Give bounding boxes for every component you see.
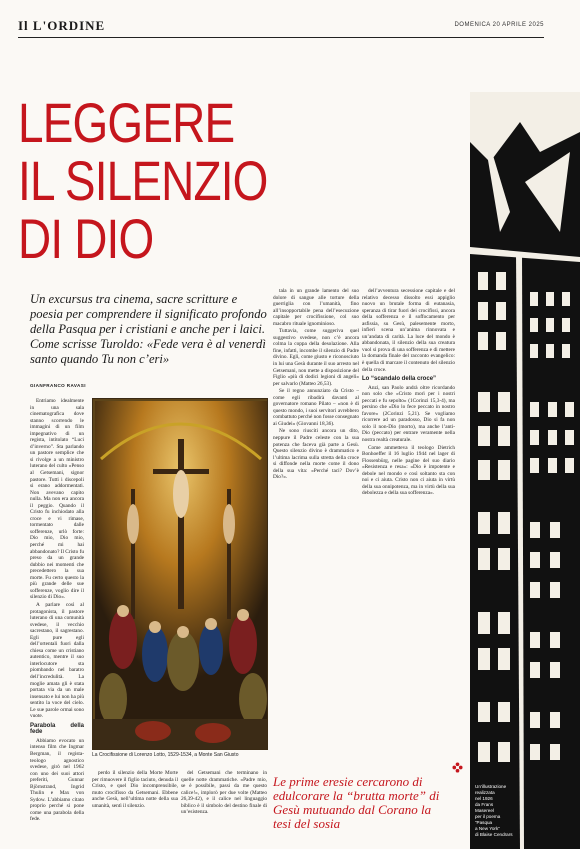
woodcut-illustration [470,92,580,849]
section-heading: Parabola della fede [30,722,84,736]
caption-line: Un’illustrazione [475,784,507,789]
caption-line: a New York” [475,826,500,831]
caption-line: di Blaise Cendrars [475,832,513,837]
caption-line: “Pasqua [475,820,493,825]
caption-line: Masereel [475,808,494,813]
paragraph: Abbiamo evocato un intenso film che Ingmar Bergman, il regista-teologo agnostico svedese, girò nel 1962 con uno dei suoi attori preferiti, Gunnar Björnstrand, Ingrid Thulin e Max von Sydow. L’abbiamo citato proprio perché si pone come una parabola della fede. [30,737,84,823]
painting-caption: La Crocifissione di Lorenzo Lotto, 1529-1534, a Monte San Giusto [92,752,239,758]
paragraph: Entriamo idealmente in una sala cinematografica dove stanno scorrendo le immagini di un film impegnativo di un regista, intitolato “Luci d’inverno”. Sta parlando un pastore semplice che si rivolge a un ministro luterano del culto «Penso al Getsemani, signor pastore. Tutti i discepoli si erano addormentati. Non avevano capito nulla. Ma non era ancora il peggio. Quando il Cristo fu inchiodato alla croce e vi rimase, tormentato dalle sofferenze, urlò forte: Dio mio, Dio mio, perché mi hai abbandonato? Il Cristo fu preso da un grande dubbio nei momenti che precedettero la sua morte. Fu certo questo la più grande delle sue sofferenze, voglio dire il silenzio di Dio». [30,398,84,601]
headline-line: DI DIO [18,207,154,270]
headline-line: LEGGERE [18,91,235,154]
paragraph: Ne sono riusciti ancora un dito, neppure il Padre celeste con la sua potenza che faceva già parte a Gesù. Questo silenzio divino è drammatico e l’ultima lacrima sulla stretta della croce si diffonde nella morte come il dono della sua vita: «Perché taci? Dov’è Dio?». [273,428,359,481]
paragraph: A parlare così al protagonista, il pastore luterano di una comunità svedese, il vecchio sacrestano, il sagrestano. Egli pure egli dell’ortentali fuori dalla chiesa come un cristiano autentico, mentre il suo interlocutore sta piombando nel baratro dell’incredulità. La moglie amata gli è stata portata via da un male insensato e lui non ha più sentito la voce del cielo. Le sue parole ormai sono vuote. [30,601,84,720]
paragraph: Tuttavia, come suggeriva quel suggestivo svedese, non c’è ancora colma la coppa della desolazione. Alla fine, infatti, incombe il silenzio di Padre divino. Egli, come giusto e riconosciuto in lui una Gesù durante il suo arresto nel Getsemani, non mette a disposizione del Figlio «più di dodici legioni di angeli» per salvarlo (Matteo 26,53). [273,328,359,387]
paragraph: dell’avventura secessione capitale e del relativo decesso dissolto essi appiglio nuovo un brutale forma di eutanasia, speranza di tirar fuori dei crocifissi, ancora della sofferenza e il soffocamento per asfissia, su Gesù, palesemente morto, infierì scena un’anima rinnovata e un’andata di carità. La luce del mondo è abbandonata, il silenzio della sua creatura vuol si prova di una sofferenza e di mettere la domanda finale del racconto evangelico: è quella di marcare il contenuto del silenzio della croce. [362,288,455,373]
paragraph: perdo il silenzio della Morte Morte per rimuovere il figlio taciuto, denuda il Cristo, e quel Dio incomprensibile, muto crocifisso da Getsemani. Ebbene anche Gesù, nell’ultima notte della sua umanità, sentì il silenzio. [92,770,178,809]
article-column-5 [362,288,455,834]
flower-ornament-icon [452,762,463,773]
subtitle: Un excursus tra cinema, sacre scritture e poesia per comprendere il significato profondo della Pasqua per i cristiani e anche per i laici. Come scrisse Turoldo: «Fede vera è al venerdì santo quando Tu non c’eri» [30,292,267,366]
paragraph: Come ammetteva il teologo Dietrich Bonhoeffer il 16 luglio 1944 nel lager di Flossenbürg, nelle pagine del suo diario «Resistenza e resa»: «Dio è impotente e debole nel mondo e così soltanto sta con noi e ci aiuta. Cristo non ci aiuta in virtù della sua onnipotenza, ma in virtù della sua debolezza e della sua sofferenza». [362,444,455,497]
masthead: Il L'ORDINE [18,18,106,33]
woodcut-caption [474,784,546,838]
section-heading: Lo “scandalo della croce” [362,376,437,383]
headline-line: IL SILENZIO [18,149,268,212]
page-header [18,16,544,38]
paragraph: del Getsemani che terminano in quelle notte drammatiche. «Padre mio, se è possibile, passi da me questo calice!», implorò per due volte (Matteo 26,39-42), e il calice nel linguaggio biblico è il simbolo del destino finale di un’esistenza. [181,770,267,816]
article-column-1 [30,398,84,834]
paragraph: Anzi, san Paolo andrà oltre ricordando non solo che «Cristo morì per i nostri peccati e fu sepolto» (1Corinzi 15,3-4), ma persino che «Dio lo fece peccato in nostro favore» (2Corinzi 5,21). Se vogliamo ricorrere ad un paradosso, Dio si fa non solo il non-Dio (morto), ma anche l’anti-Dio (peccato) per entrare veramente nella nostra realtà creaturale. [362,384,455,444]
caption-line: da Frans [475,802,494,807]
caption-line: nel 1926 [475,796,493,801]
paragraph: tala in un grande lamento del suo dolore di sangue alle torture della guerriglia con l’umanità, fino all’insopportabile pena dell’esecuzione capitale per crocifissione, col suo macabro rituale ignominioso. [273,288,359,327]
byline: GIANFRANCO RAVASI [30,383,86,388]
article-column-3 [181,770,267,834]
article-column-4 [273,288,359,713]
caption-line: per il poema [475,814,501,819]
pull-quote: Le prime eresie cercarono di edulcorare la “brutta morte” di Gesù mutuando dal Corano la tesi del sosia [273,774,440,831]
crucifixion-painting [92,398,268,750]
issue-date: DOMENICA 20 APRILE 2025 [454,22,544,28]
article-column-2 [92,770,178,834]
headline [18,91,458,270]
paragraph: Se il regno annunziato da Cristo – come egli ribadirà davanti al governatore romano Pilato – «non è di questo mondo, i suoi servitori avrebbero combattuto perché non fosse consegnato ai Giudei» (Giovanni 18,36). [273,388,359,427]
caption-line: realizzata [475,790,495,795]
